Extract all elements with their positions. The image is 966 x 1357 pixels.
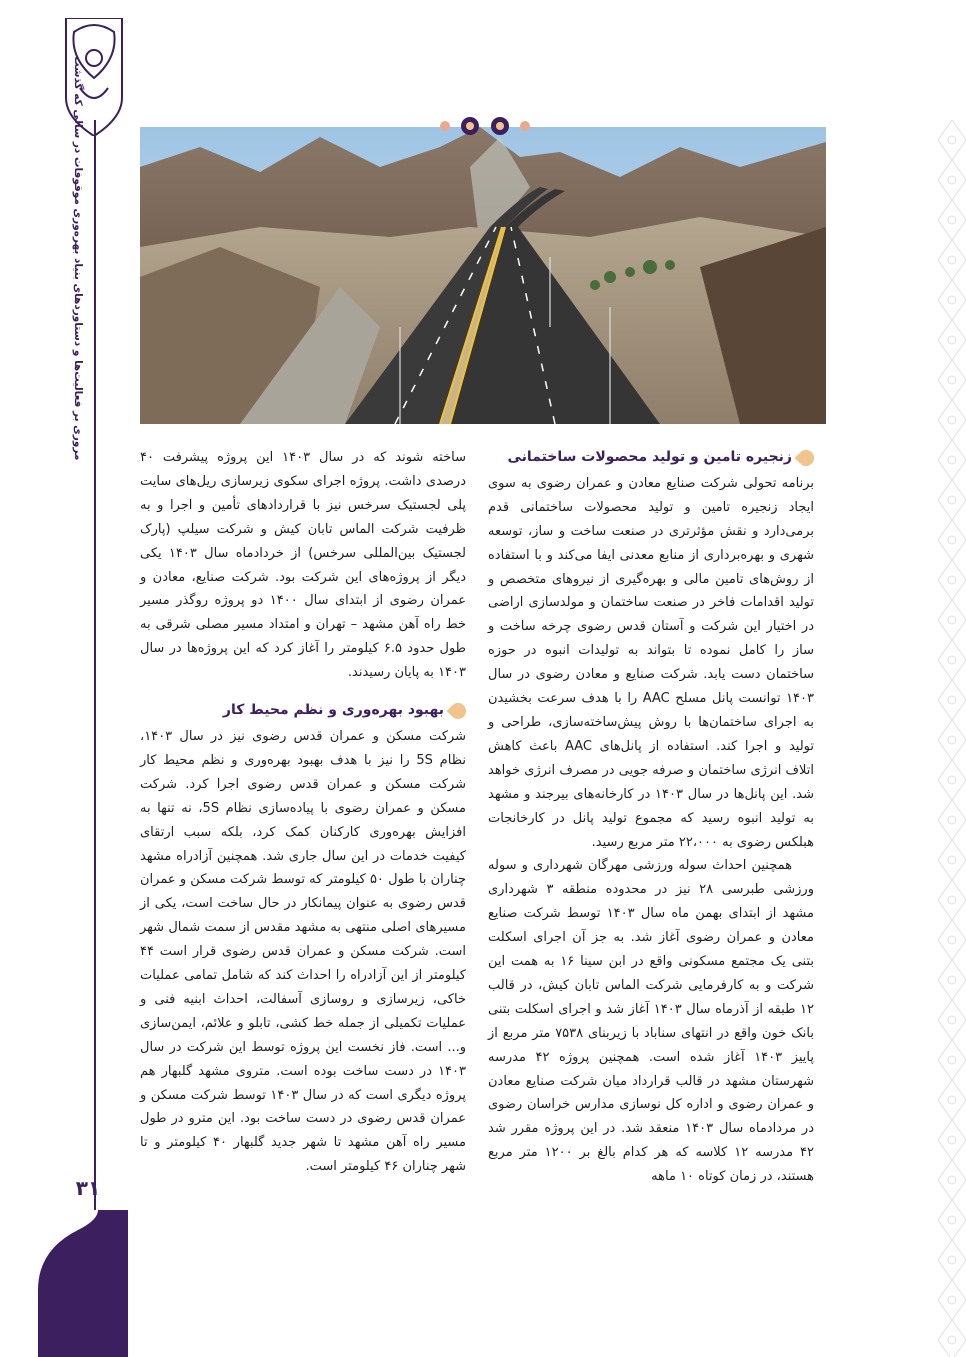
section-heading (488, 446, 814, 470)
side-pattern-decoration (938, 120, 966, 1357)
paragraph: شرکت مسکن و عمران قدس رضوی نیز در سال ۱۴۰۳، نظام 5S را نیز با هدف بهبود بهره‌وری و نظم محیط کار شرکت مسکن و عمران قدس رضوی اجرا کرد. شرکت مسکن و عمران رضوی با پیاده‌سازی نظام 5S، نه تنها به افزایش بهره‌وری کارکنان کمک کرد، بلکه سبب ارتقای کیفیت خدمات در این سال جاری شد. همچنین آزادراه مشهد چناران با طول ۵۰ کیلومتر که توسط شرکت مسکن و عمران قدس رضوی به عنوان پیمانکار در حال ساخت است، یکی از مسیرهای اصلی منتهی به مشهد مقدس از سمت شمال شهر است. شرکت مسکن و عمران قدس رضوی قرار است ۴۴ کیلومتر از این آزادراه را احداث کند که شامل تمامی عملیات خاکی، زیرسازی و روسازی آسفالت، احداث ابنیه فنی و عملیات تکمیلی از جمله خط کشی، تابلو و علائم، ایمن‌سازی و... است. فاز نخست این پروژه توسط این شرکت در سال ۱۴۰۳ در دست ساخت بوده است. متروی مشهد گلبهار هم پروژه دیگری است که در سال ۱۴۰۳ توسط شرکت مسکن و عمران قدس رضوی در دست ساخت بود. این مترو در طول مسیر راه آهن مشهد تا شهر جدید گلبهار ۴۰ کیلومتر و تا شهر چناران ۴۶ کیلومتر است. (140, 728, 466, 1175)
bullet-icon (447, 700, 470, 723)
highway-photo (140, 127, 826, 424)
bottom-arch-decoration (38, 1210, 128, 1357)
bullet-icon (795, 447, 818, 470)
sidebar (0, 0, 128, 1357)
text-column-left (140, 446, 466, 1179)
paragraph: برنامه تحولی شرکت صنایع معادن و عمران رضوی به سوی ایجاد زنجیره تامین و تولید محصولات ساختمانی قدم برمی‌دارد و نقش مؤثرتری در صنعت ساخت و ساز، توسعه شهری و بهره‌برداری از منابع معدنی ایفا می‌کند و با استفاده از روش‌های تامین مالی و بهره‌گیری از نیروهای متخصص و تولید اقدامات فاخر در صنعت ساختمان و مولدسازی اراضی در اختیار این شرکت و آستان قدس رضوی چرخه ساخت و ساز را کامل نموده تا بتواند به تولیدات انبوه در حوزه ساختمان دست یابد. شرکت صنایع و معادن رضوی در سال ۱۴۰۳ توانست پانل مسلح AAC را با هدف سرعت بخشیدن به اجرای ساختمان‌ها با روش پیش‌ساخته‌سازی، طراحی و تولید و اجرا کند. استفاده از پانل‌های AAC باعث کاهش اتلاف انرژی ساختمان و صرفه جویی در مصرف انرژی خواهد شد. این پانل‌ها در سال ۱۴۰۳ در کارخانه‌های بیرجند و مشهد به تولید انبوه رسید که مجموع تولید پانل در کارخانجات هبلکس رضوی به ۲۲،۰۰۰ متر مربع رسید. (488, 475, 814, 850)
running-title: مروری بر فعالیت‌ها و دستاوردهای بنیاد بهره‌وری موقوفات در سالی که گذشت (72, 55, 84, 460)
text-column-right (488, 446, 814, 1189)
ornament-decoration (430, 114, 540, 138)
logo-emblem (58, 18, 130, 136)
sidebar-divider (94, 120, 96, 1210)
page-number: ۳۱ (75, 1176, 101, 1200)
section-heading (140, 699, 466, 723)
paragraph: همچنین احداث سوله ورزشی مهرگان شهرداری و سوله ورزشی طبرسی ۲۸ نیز در محدوده منطقه ۳ شهرداری مشهد از ابتدای بهمن ماه سال ۱۴۰۳ توسط شرکت صنایع معادن و عمران رضوی آغاز شد. به جز آن اجرای اسکلت بتنی یک مجتمع مسکونی واقع در ابن سینا ۱۶ به همت این شرکت و به کارفرمایی شرکت الماس تابان کیش، در قالب ۱۲ طبقه از آذرماه سال ۱۴۰۳ آغاز شد و اجرای اسکلت بتنی بانک خون واقع در انتهای سناباد با زیربنای ۷۵۳۸ متر مربع از پاییز ۱۴۰۳ آغاز شده است. همچنین پروژه ۴۲ مدرسه شهرستان مشهد در قالب قرارداد میان شرکت صنایع معادن و عمران رضوی و اداره کل نوسازی مدارس خراسان رضوی در مردادماه سال ۱۴۰۳ منعقد شد. در این پروژه مقرر شد ۴۲ مدرسه ۱۲ کلاسه که هر کدام بالغ بر ۱۲۰۰ متر مربع هستند، در زمان کوتاه ۱۰ ماهه (488, 858, 815, 1185)
paragraph: ساخته شوند که در سال ۱۴۰۳ این پروژه پیشرفت ۴۰ درصدی داشت. پروژه اجرای سکوی زیرسازی ریل‌های سایت پلی لجستیک سرخس نیز با قراردادهای تأمین و اجرا و به ظرفیت شرکت الماس تابان کیش و شرکت سیلپ (پارک لجستیک بین‌المللی سرخس) از خردادماه سال ۱۴۰۳ یکی دیگر از پروژه‌های این شرکت بود. شرکت صنایع، معادن و عمران رضوی از ابتدای سال ۱۴۰۰ دو پروژه روگذر مسیر خط راه آهن مشهد – تهران و امتداد مسیر مصلی شرقی به طول حدود ۶.۵ کیلومتر را آغاز کرد که این پروژه‌ها در سال ۱۴۰۳ به پایان رسیدند. (140, 450, 467, 681)
section-heading-text: زنجیره تامین و تولید محصولات ساختمانی (507, 449, 792, 465)
section-heading-text: بهبود بهره‌وری و نظم محیط کار (222, 702, 444, 719)
